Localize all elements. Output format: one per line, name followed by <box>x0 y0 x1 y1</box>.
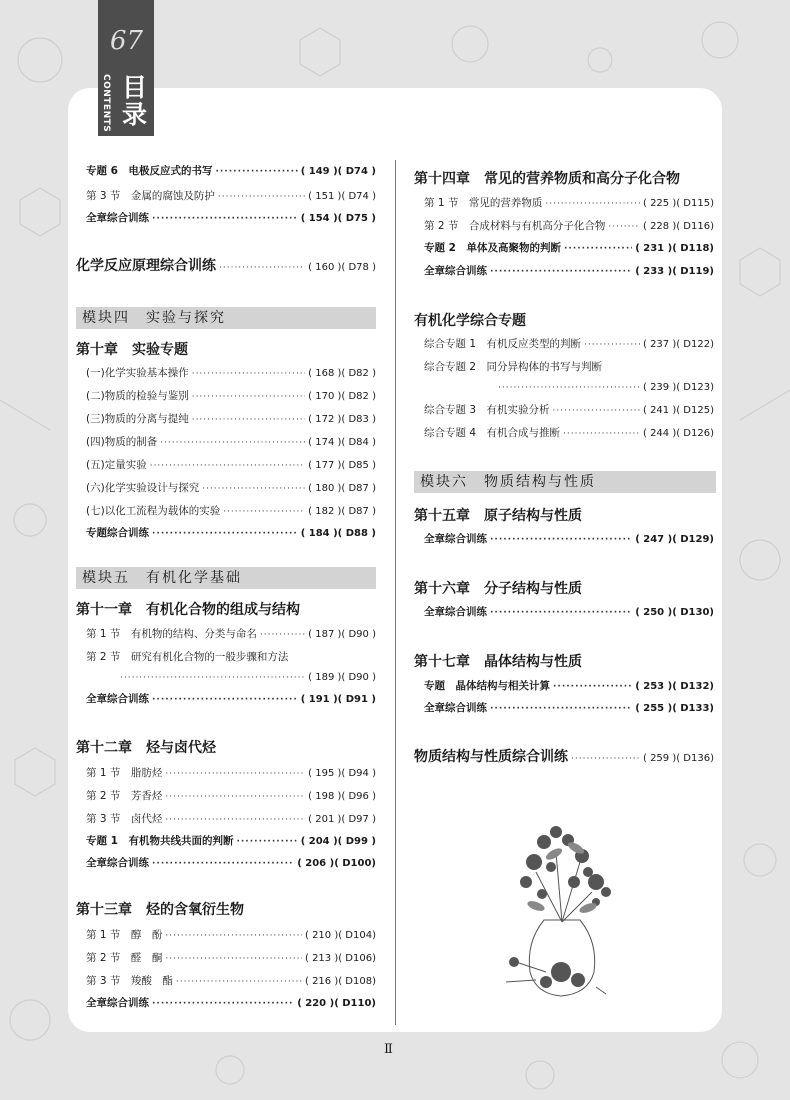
leader-dots <box>563 427 640 441</box>
training-entry[interactable] <box>414 750 714 766</box>
entry-page: ( 149 )( D74 ) <box>300 166 376 177</box>
leader-dots <box>192 413 305 427</box>
toc-entry[interactable] <box>86 189 376 204</box>
leader-dots <box>218 190 305 204</box>
section-title[interactable]: 有机化学综合专题 <box>414 313 526 329</box>
leader-dots <box>160 436 305 450</box>
leader-dots <box>165 929 302 943</box>
entry-page: ( 233 )( D119) <box>635 266 714 277</box>
entry-label: (二)物质的检验与鉴别 <box>86 390 189 402</box>
entry-page: ( 237 )( D122) <box>642 339 714 350</box>
leader-dots <box>490 606 632 620</box>
entry-page: ( 160 )( D78 ) <box>308 262 376 273</box>
entry-label: 第 1 节 醇 酚 <box>86 929 163 941</box>
toc-entry[interactable] <box>424 196 714 211</box>
leader-dots <box>571 752 640 766</box>
entry-page: ( 239 )( D123) <box>642 382 714 393</box>
entry-page: ( 253 )( D132) <box>635 681 714 692</box>
training-entry[interactable] <box>76 259 376 275</box>
leader-dots <box>553 404 640 418</box>
leader-dots <box>490 265 632 279</box>
entry-label: 第 3 节 卤代烃 <box>86 813 163 825</box>
entry-page: ( 177 )( D85 ) <box>308 460 376 471</box>
entry-label: (五)定量实验 <box>86 459 147 471</box>
leader-dots <box>176 975 302 989</box>
leader-dots <box>564 242 632 256</box>
entry-page: ( 170 )( D82 ) <box>308 391 376 402</box>
page-number: Ⅱ <box>384 1042 393 1057</box>
chapter-title[interactable]: 第十七章 晶体结构与性质 <box>414 654 582 670</box>
leader-dots <box>545 197 640 211</box>
entry-page: ( 172 )( D83 ) <box>308 414 376 425</box>
contents-english-label: CONTENTS <box>101 74 111 133</box>
leader-dots <box>152 527 298 541</box>
entry-page: ( 250 )( D130) <box>635 607 714 618</box>
toc-entry[interactable] <box>86 389 376 404</box>
entry-label: (一)化学实验基本操作 <box>86 367 189 379</box>
toc-entry[interactable] <box>86 928 376 943</box>
leader-dots <box>152 857 294 871</box>
chapter-title[interactable]: 第十六章 分子结构与性质 <box>414 581 582 597</box>
entry-page: ( 241 )( D125) <box>642 405 714 416</box>
entry-label: (六)化学实验设计与探究 <box>86 482 200 494</box>
toc-entry[interactable] <box>86 812 376 827</box>
entry-label: 综合专题 4 有机合成与推断 <box>424 427 561 439</box>
entry-label: 专题 晶体结构与相关计算 <box>424 680 550 692</box>
contents-chinese-label: 目录 <box>122 73 148 129</box>
entry-label: 专题 2 单体及高聚物的判断 <box>424 242 561 254</box>
entry-label: 第 1 节 脂肪烃 <box>86 767 163 779</box>
leader-dots <box>498 381 640 395</box>
header-number: 67 <box>110 26 144 56</box>
leader-dots <box>215 165 297 179</box>
toc-entry[interactable] <box>424 403 714 418</box>
chapter-title[interactable]: 第十三章 烃的含氧衍生物 <box>76 902 244 918</box>
entry-label: 第 2 节 芳香烃 <box>86 790 163 802</box>
leader-dots <box>260 628 305 642</box>
entry-label: 专题 1 有机物共线共面的判断 <box>86 835 234 847</box>
entry-label: 第 1 节 常见的营养物质 <box>424 197 543 209</box>
leader-dots <box>152 693 298 707</box>
toc-entry[interactable] <box>86 951 376 966</box>
toc-entry[interactable] <box>424 337 714 352</box>
entry-label: 全章综合训练 <box>424 533 487 545</box>
entry-label: 全章综合训练 <box>86 212 149 224</box>
leader-dots <box>223 505 305 519</box>
toc-entry[interactable] <box>86 789 376 804</box>
toc-entry[interactable] <box>86 834 376 849</box>
entry-label: 全章综合训练 <box>424 606 487 618</box>
leader-dots <box>608 220 640 234</box>
module-banner-6: 模块六 物质结构与性质 <box>414 471 716 493</box>
toc-entry[interactable] <box>86 435 376 450</box>
module-banner-4: 模块四 实验与探究 <box>76 307 376 329</box>
leader-dots <box>165 952 302 966</box>
toc-entry[interactable] <box>86 627 376 642</box>
entry-label: 第 2 节 研究有机化合物的一般步骤和方法 <box>86 651 289 663</box>
toc-entry[interactable] <box>424 605 714 620</box>
leader-dots <box>192 390 305 404</box>
flower-vase-illustration <box>496 812 626 1002</box>
chapter-title[interactable]: 第十二章 烃与卤代烃 <box>76 740 216 756</box>
entry-label: 化学反应原理综合训练 <box>76 258 216 274</box>
leader-dots <box>150 459 305 473</box>
entry-page: ( 189 )( D90 ) <box>308 672 376 683</box>
entry-label: 专题综合训练 <box>86 527 149 539</box>
entry-page: ( 210 )( D104) <box>304 930 376 941</box>
entry-label: (三)物质的分离与提纯 <box>86 413 189 425</box>
entry-page: ( 168 )( D82 ) <box>308 368 376 379</box>
entry-page: ( 255 )( D133) <box>635 703 714 714</box>
leader-dots <box>165 767 305 781</box>
entry-label: 综合专题 1 有机反应类型的判断 <box>424 338 582 350</box>
entry-page: ( 244 )( D126) <box>642 428 714 439</box>
toc-entry[interactable] <box>86 766 376 781</box>
entry-label: 第 2 节 醛 酮 <box>86 952 163 964</box>
entry-label: 第 3 节 羧酸 酯 <box>86 975 173 987</box>
leader-dots <box>490 702 632 716</box>
toc-entry[interactable] <box>424 241 714 256</box>
entry-page: ( 216 )( D108) <box>304 976 376 987</box>
entry-page: ( 201 )( D97 ) <box>308 814 376 825</box>
leader-dots <box>553 680 632 694</box>
toc-entry[interactable] <box>86 211 376 226</box>
entry-page: ( 213 )( D106) <box>304 953 376 964</box>
entry-page: ( 247 )( D129) <box>635 534 714 545</box>
entry-page: ( 231 )( D118) <box>635 243 714 254</box>
entry-label: 物质结构与性质综合训练 <box>414 749 568 765</box>
entry-page: ( 187 )( D90 ) <box>308 629 376 640</box>
entry-page: ( 206 )( D100) <box>297 858 376 869</box>
entry-page: ( 198 )( D96 ) <box>308 791 376 802</box>
entry-page: ( 225 )( D115) <box>642 198 714 209</box>
entry-label: 全章综合训练 <box>86 857 149 869</box>
entry-label: 综合专题 3 有机实验分析 <box>424 404 550 416</box>
leader-dots <box>152 212 298 226</box>
toc-entry[interactable] <box>86 526 376 541</box>
entry-page: ( 182 )( D87 ) <box>308 506 376 517</box>
leader-dots <box>152 997 294 1011</box>
entry-page: ( 195 )( D94 ) <box>308 768 376 779</box>
entry-page: ( 191 )( D91 ) <box>300 694 376 705</box>
toc-entry-continuation[interactable] <box>498 381 714 395</box>
entry-label: 全章综合训练 <box>86 693 149 705</box>
entry-label: 全章综合训练 <box>86 997 149 1009</box>
chapter-title[interactable]: 第十章 实验专题 <box>76 342 188 358</box>
leader-dots <box>584 338 640 352</box>
entry-label: (七)以化工流程为载体的实验 <box>86 505 221 517</box>
entry-label: 综合专题 2 同分异构体的书写与判断 <box>424 361 603 373</box>
leader-dots <box>219 261 305 275</box>
chapter-title[interactable]: 第十一章 有机化合物的组成与结构 <box>76 602 300 618</box>
module-banner-5: 模块五 有机化学基础 <box>76 567 376 589</box>
entry-page: ( 174 )( D84 ) <box>308 437 376 448</box>
toc-entry[interactable] <box>424 264 714 279</box>
leader-dots <box>165 790 305 804</box>
toc-entry[interactable] <box>86 996 376 1011</box>
toc-entry[interactable] <box>86 856 376 871</box>
toc-entry-continuation[interactable] <box>120 671 376 685</box>
toc-entry[interactable] <box>424 701 714 716</box>
entry-page: ( 151 )( D74 ) <box>308 191 376 202</box>
entry-page: ( 154 )( D75 ) <box>300 213 376 224</box>
chapter-title[interactable]: 第十五章 原子结构与性质 <box>414 508 582 524</box>
toc-entry[interactable] <box>424 679 714 694</box>
leader-dots <box>202 482 305 496</box>
toc-entry[interactable] <box>86 650 376 664</box>
leader-dots <box>490 533 632 547</box>
entry-label: 全章综合训练 <box>424 265 487 277</box>
entry-label: 第 3 节 金属的腐蚀及防护 <box>86 190 215 202</box>
entry-label: 全章综合训练 <box>424 702 487 714</box>
toc-entry[interactable] <box>86 504 376 519</box>
toc-entry[interactable] <box>86 366 376 381</box>
chapter-title[interactable]: 第十四章 常见的营养物质和高分子化合物 <box>414 171 680 187</box>
leader-dots <box>236 835 297 849</box>
toc-entry[interactable] <box>424 219 714 234</box>
entry-page: ( 228 )( D116) <box>642 221 714 232</box>
toc-entry[interactable] <box>86 481 376 496</box>
toc-entry[interactable] <box>424 426 714 441</box>
toc-entry[interactable] <box>86 692 376 707</box>
entry-page: ( 184 )( D88 ) <box>300 528 376 539</box>
toc-entry[interactable] <box>424 532 714 547</box>
leader-dots <box>120 671 305 685</box>
entry-label: 第 1 节 有机物的结构、分类与命名 <box>86 628 257 640</box>
toc-entry[interactable] <box>86 458 376 473</box>
toc-entry[interactable] <box>86 974 376 989</box>
leader-dots <box>165 813 305 827</box>
entry-label: 第 2 节 合成材料与有机高分子化合物 <box>424 220 606 232</box>
entry-page: ( 180 )( D87 ) <box>308 483 376 494</box>
leader-dots <box>192 367 305 381</box>
entry-page: ( 259 )( D136) <box>642 753 714 764</box>
entry-label: (四)物质的制备 <box>86 436 158 448</box>
toc-entry[interactable] <box>86 164 376 179</box>
toc-entry[interactable] <box>86 412 376 427</box>
entry-page: ( 220 )( D110) <box>297 998 376 1009</box>
toc-entry[interactable] <box>424 360 714 374</box>
entry-label: 专题 6 电极反应式的书写 <box>86 165 213 177</box>
entry-page: ( 204 )( D99 ) <box>300 836 376 847</box>
